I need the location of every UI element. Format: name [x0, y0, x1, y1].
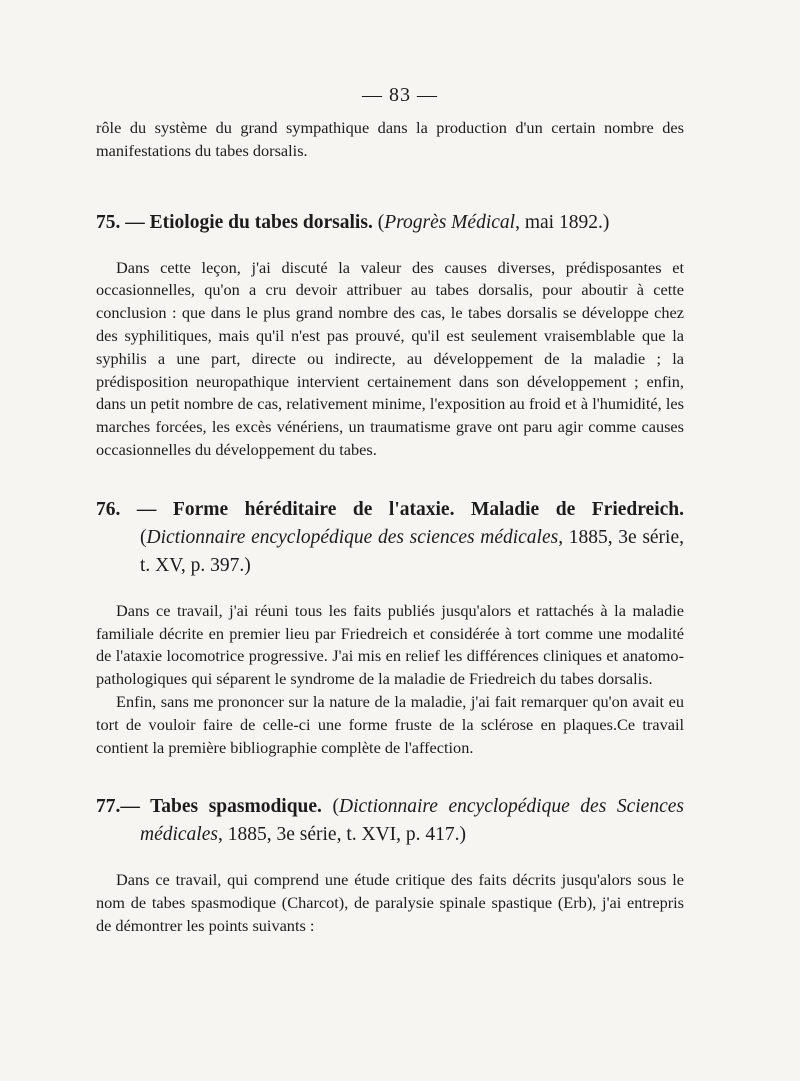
- source-open-paren: (: [140, 526, 147, 548]
- section-paragraph: Dans ce travail, qui comprend une étude critique des faits décrits jusqu'alors sous le nom de tabes spasmodique (Charcot), de paralysie spinale spastique (Erb), j'ai entrepris de démontrer les points suivants :: [96, 870, 684, 935]
- source-journal: Dictionnaire encyclopédique des sciences médicales: [146, 526, 559, 548]
- section-number: 75. —: [96, 211, 145, 233]
- section-heading: [96, 209, 684, 237]
- source-details: , 1885, 3e série, t. XV, p. 397.): [140, 526, 685, 576]
- section-title: Tabes spasmodique.: [150, 796, 322, 818]
- section-source: [378, 212, 610, 233]
- section-paragraph: Dans cette leçon, j'ai discuté la valeur des causes diverses, prédisposantes et occasionnelles, qu'on a cru devoir attribuer au tabes dorsalis, pour aboutir à cette conclusion : que dans le plus grand nombre des cas, le tabes dorsalis se développe chez des syphilitiques, mais qu'il n'est pas prouvé, qu'il est seulement vraisemblable que la syphilis a une part, directe ou indirecte, au développement de la maladie ; la prédisposition neuropathique intervient certainement dans son développement ; enfin, dans un petit nombre de cas, relativement minime, l'exposition au froid et à l'humidité, les marches forcées, les excès vénériens, un traumatisme grave ont paru agir comme causes occasionnelles du développement du tabes.: [96, 257, 684, 459]
- section-heading: [96, 496, 684, 580]
- section-paragraph: Enfin, sans me prononcer sur la nature de la maladie, j'ai fait remarquer qu'on avait eu tort de vouloir faire de celle-ci une forme fruste de la sclérose en plaques.Ce travail contient la première bibliographie complète de l'affection.: [96, 691, 684, 757]
- source-journal: Dictionnaire encyclopédique des Sciences médicales: [140, 796, 684, 846]
- section-number: 77.—: [96, 796, 140, 818]
- intro-paragraph: rôle du système du grand sympathique dans la production d'un certain nombre des manifestations du tabes dorsalis.: [96, 118, 684, 160]
- page-number: — 83 —: [362, 84, 438, 106]
- section-title: Forme héréditaire de l'ataxie. Maladie de Friedreich.: [172, 498, 684, 520]
- section-77: [96, 793, 684, 937]
- section-title: Etiologie du tabes dorsalis.: [149, 211, 373, 233]
- source-open-paren: (: [332, 796, 339, 818]
- section-heading: [96, 793, 684, 849]
- source-journal: Progrès Médical: [384, 211, 516, 233]
- section-75: [96, 209, 684, 462]
- source-details: , mai 1892.): [515, 211, 610, 233]
- section-number: 76. —: [96, 498, 157, 520]
- section-76: [96, 496, 684, 760]
- source-details: , 1885, 3e série, t. XVI, p. 417.): [217, 824, 467, 846]
- section-source: [140, 527, 684, 576]
- page-content: [96, 117, 684, 938]
- section-paragraph: Dans ce travail, j'ai réuni tous les faits publiés jusqu'alors et rattachés à la maladie familiale décrite en premier lieu par Friedreich et considérée à tort comme une modalité de l'ataxie locomotrice progressive. J'ai mis en relief les différences cliniques et anatomo-pathologiques qui séparent le syndrome de la maladie de Friedreich du tabes dorsalis.: [96, 600, 684, 689]
- source-open-paren: (: [377, 211, 385, 233]
